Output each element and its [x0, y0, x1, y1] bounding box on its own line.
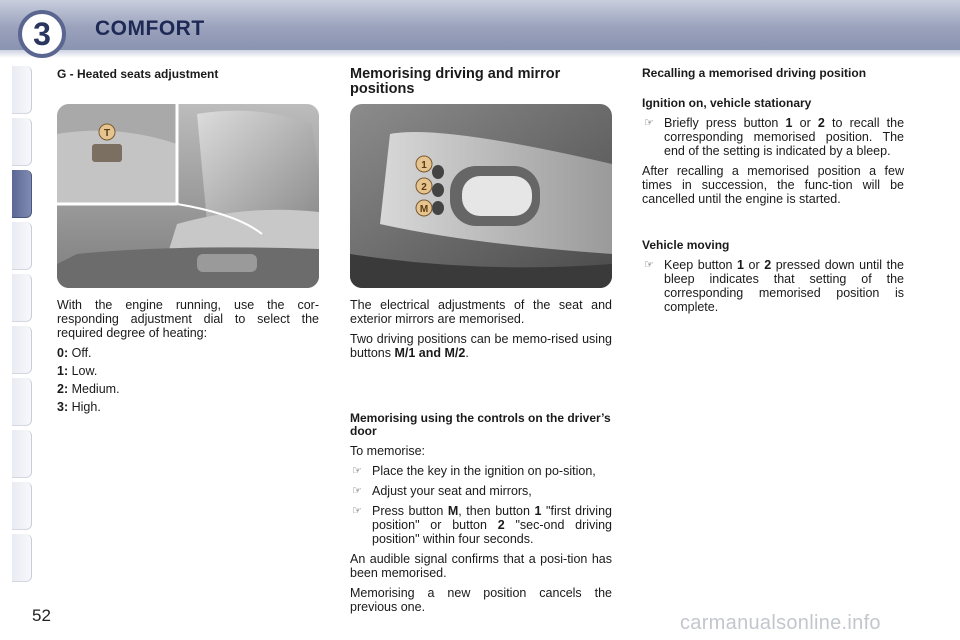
recall1-button-2: 2: [817, 116, 825, 130]
column-memorising: [350, 67, 612, 103]
memorise-step-1: [350, 464, 612, 478]
memorising-p2-text: Two driving positions can be memo-rised using buttons: [350, 332, 612, 360]
recall2-t1: Keep button: [664, 258, 738, 272]
figure-door-memory-buttons: [350, 104, 612, 288]
chapter-tab-2[interactable]: [12, 118, 32, 166]
heat-level-1-label: Low.: [71, 364, 98, 378]
bullet-marker-icon: ☞: [352, 505, 362, 517]
memorising-p4: Memorising a new position cancels the previous one.: [350, 586, 612, 614]
heading-heated-seats: G - Heated seats adjustment: [57, 67, 219, 81]
memorise-intro: To memorise:: [350, 444, 426, 458]
memorising-p3: An audible signal confirms that a posi-tion has been memorised.: [350, 552, 612, 580]
recall-step-stationary: [642, 116, 904, 158]
memorising-p2-buttons: M/1 and M/2: [394, 346, 466, 360]
heading-ignition-on: Ignition on, vehicle stationary: [642, 96, 812, 110]
figure2-callout-1: 1: [421, 160, 427, 171]
chapter-tab-7[interactable]: [12, 378, 32, 426]
recall1-t1: Briefly press button: [664, 116, 786, 130]
recall1-button-1: 1: [785, 116, 793, 130]
step3-button-2: 2: [497, 518, 505, 532]
recall2-button-1: 1: [737, 258, 744, 272]
step3-t4: "sec-ond driving position" within four seconds.: [372, 518, 612, 546]
figure2-callout-2: 2: [421, 182, 427, 193]
heat-level-0-label: Off.: [71, 346, 92, 360]
step3-t1: Press button: [372, 504, 448, 518]
heat-level-0-key: 0:: [57, 346, 69, 360]
chapter-tab-8[interactable]: [12, 430, 32, 478]
chapter-tab-5[interactable]: [12, 274, 32, 322]
watermark: carmanualsonline.info: [680, 612, 881, 634]
door-illustration: [350, 104, 612, 288]
heat-level-2-key: 2:: [57, 382, 69, 396]
step3-button-m: M: [447, 504, 459, 518]
chapter-tab-9[interactable]: [12, 482, 32, 530]
heading-memorising: Memorising driving and mirror positions: [350, 66, 561, 97]
heat-level-3-key: 3:: [57, 400, 69, 414]
memorising-p1: The electrical adjustments of the seat and exterior mirrors are memorised.: [350, 298, 612, 326]
heading-vehicle-moving: Vehicle moving: [642, 238, 730, 252]
recall1-t3: to recall the corresponding memorised position. The end of the setting is indicated by a bleep.: [664, 116, 905, 158]
recall2-t3: pressed down until the bleep indicates that setting of the corresponding memorised position is complete.: [664, 258, 904, 314]
heading-door-controls: Memorising using the controls on the driver’s door: [350, 411, 611, 438]
seat-illustration: [57, 104, 319, 288]
figure-heated-seat: [57, 104, 319, 288]
chapter-number-badge: 3: [18, 10, 66, 58]
heat-level-1: [57, 364, 319, 378]
bullet-marker-icon: ☞: [352, 465, 362, 477]
bullet-marker-icon: ☞: [352, 485, 362, 497]
memorising-p2-end: .: [465, 346, 469, 360]
heading-recalling: Recalling a memorised driving position: [642, 66, 867, 80]
heat-level-2-label: Medium.: [71, 382, 120, 396]
bullet-marker-icon: ☞: [644, 117, 654, 129]
bullet-marker-icon: ☞: [644, 259, 654, 271]
heat-level-3-label: High.: [71, 400, 101, 414]
chapter-tab-1[interactable]: [12, 66, 32, 114]
memorise-step-2-text: Adjust your seat and mirrors,: [372, 484, 532, 498]
recall1-t2: or: [792, 116, 818, 130]
memorise-step-2: [350, 484, 612, 498]
chapter-tab-3-active[interactable]: [12, 170, 32, 218]
memorise-step-3: [350, 504, 612, 546]
heat-level-2: [57, 382, 319, 396]
recall2-t2: or: [744, 258, 765, 272]
page-number: 52: [32, 606, 51, 625]
column-heated-seats: [57, 67, 319, 87]
heat-level-3: [57, 400, 319, 414]
recall-paragraph: After recalling a memorised position a few times in succession, the func-tion will be cancelled until the engine is started.: [642, 164, 904, 206]
memorise-step-1-text: Place the key in the ignition on po-sition,: [372, 464, 596, 478]
recall2-button-2: 2: [764, 258, 772, 272]
step3-t3: "first driving position" or button: [372, 504, 612, 532]
figure2-callout-m: M: [419, 204, 429, 215]
column-recalling: [642, 67, 904, 320]
recall-step-moving: [642, 258, 904, 314]
heated-seats-paragraph: With the engine running, use the cor-responding adjustment dial to select the required degree of heating:: [57, 298, 319, 340]
step3-t2: , then button: [458, 504, 535, 518]
chapter-tab-10[interactable]: [12, 534, 32, 582]
chapter-tab-6[interactable]: [12, 326, 32, 374]
header-fade: [0, 50, 960, 58]
heat-level-1-key: 1:: [57, 364, 69, 378]
heat-level-0: [57, 346, 319, 360]
chapter-title: COMFORT: [95, 17, 205, 40]
step3-button-1: 1: [534, 504, 542, 518]
figure1-callout-label: T: [103, 128, 111, 139]
chapter-tab-4[interactable]: [12, 222, 32, 270]
memorising-text: [350, 298, 612, 620]
heated-seats-text: [57, 298, 319, 418]
chapter-tabs: [12, 66, 32, 574]
memorising-p2: [350, 332, 612, 360]
